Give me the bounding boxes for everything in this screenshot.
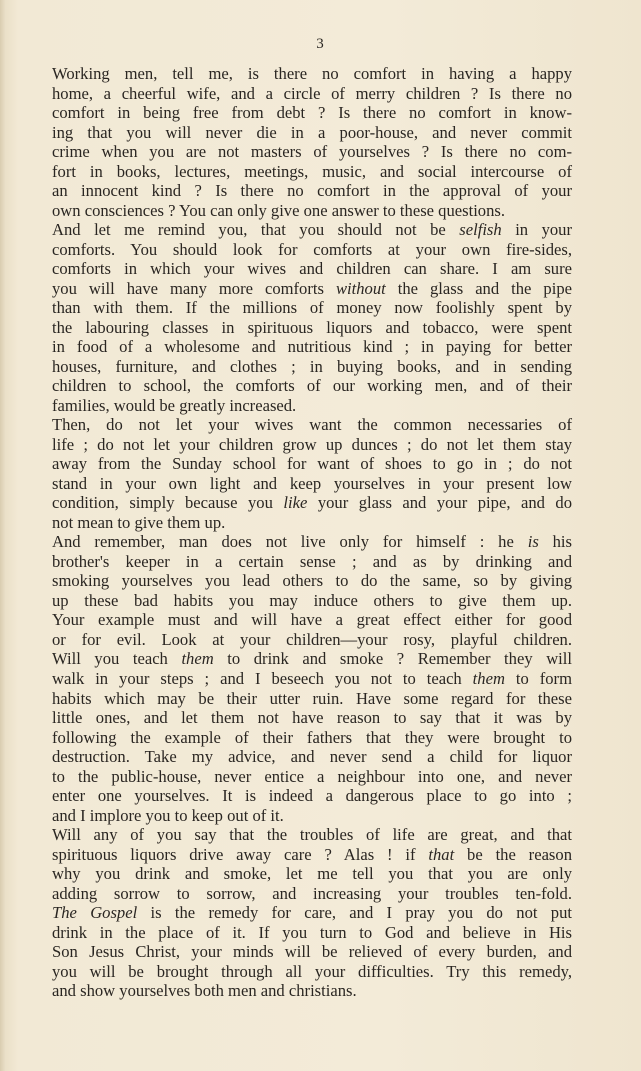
emphasis: selfish xyxy=(459,220,502,240)
emphasis: that xyxy=(428,844,455,864)
text-line: or for evil. Look at your children—your rosy, playful children. xyxy=(52,629,572,649)
text-line: comforts in which your wives and children can share. I am sure xyxy=(52,259,572,279)
emphasis: is xyxy=(527,532,539,552)
text-line: the labouring classes in spirituous liquors and tobacco, were spent xyxy=(52,317,572,337)
text-line: not mean to give them up. xyxy=(52,512,226,532)
text-line: fort in books, lectures, meetings, music, and social intercourse of xyxy=(52,161,572,181)
text-line: comforts. You should look for comforts at your own fire-sides, xyxy=(52,239,572,259)
text-line: And remember, man does not live only for himself : he is his xyxy=(52,532,573,552)
text-line: you will be brought through all your difficulties. Try this remedy, xyxy=(52,961,572,981)
text-line: and I implore you to keep out of it. xyxy=(52,805,284,825)
text-line: an innocent kind ? Is there no comfort in the approval of your xyxy=(52,181,572,201)
text-line: away from the Sunday school for want of shoes to go in ; do not xyxy=(52,454,572,474)
text-line: Working men, tell me, is there no comfort in having a happy xyxy=(52,64,572,83)
text-line: to the public-house, never entice a neighbour into one, and never xyxy=(52,766,572,786)
emphasis: The Gospel xyxy=(52,903,138,923)
emphasis: them xyxy=(472,668,505,688)
text-line: stand in your own light and keep yourselves in your present low xyxy=(52,473,572,493)
text-line: Will any of you say that the troubles of life are great, and that xyxy=(52,825,572,845)
page-number: 3 xyxy=(316,36,325,52)
text-line: enter one yourselves. It is indeed a dangerous place to go into ; xyxy=(52,786,572,806)
text-line: ing that you will never die in a poor-house, and never commit xyxy=(52,122,572,142)
text-line: families, would be greatly increased. xyxy=(52,395,297,415)
text-line: you will have many more comforts without the glass and the pipe xyxy=(52,278,572,298)
text-line: following the example of their fathers that they were brought to xyxy=(52,727,572,747)
text-line: crime when you are not masters of yourselves ? Is there no com- xyxy=(52,142,572,162)
text-line: walk in your steps ; and I beseech you not to teach them to form xyxy=(52,668,572,688)
text-line: and show yourselves both men and christians. xyxy=(52,981,357,1001)
text-line: And let me remind you, that you should not be selfish in your xyxy=(52,220,573,240)
text-line: up these bad habits you may induce others to give them up. xyxy=(52,590,572,610)
body-text xyxy=(52,64,572,1001)
text-line: The Gospel is the remedy for care, and I pray you do not put xyxy=(52,903,572,923)
text-line: condition, simply because you like your glass and your pipe, and do xyxy=(52,493,572,513)
text-line: little ones, and let them not have reason to say that it was by xyxy=(52,708,572,728)
text-line: why you drink and smoke, let me tell you that you are only xyxy=(52,864,572,884)
text-line: habits which may be their utter ruin. Have some regard for these xyxy=(52,688,572,708)
text-line: children to school, the comforts of our working men, and of their xyxy=(52,376,572,396)
text-line: drink in the place of it. If you turn to God and believe in His xyxy=(52,922,572,942)
text-line: than with them. If the millions of money now foolishly spent by xyxy=(52,298,572,318)
text-line: comfort in being free from debt ? Is there no comfort in know- xyxy=(52,103,572,123)
text-line: Your example must and will have a great effect either for good xyxy=(52,610,572,630)
emphasis: like xyxy=(283,493,308,513)
page-binding-edge xyxy=(0,0,6,1071)
text-line: life ; do not let your children grow up dunces ; do not let them stay xyxy=(52,434,572,454)
emphasis: without xyxy=(335,278,386,298)
text-line: Son Jesus Christ, your minds will be relieved of every burden, and xyxy=(52,942,572,962)
text-line: Will you teach them to drink and smoke ? Remember they will xyxy=(52,649,573,669)
text-line: adding sorrow to sorrow, and increasing your troubles ten-fold. xyxy=(52,883,572,903)
text-line: in food of a wholesome and nutritious kind ; in paying for better xyxy=(52,337,572,357)
text-line: spirituous liquors drive away care ? Alas ! if that be the reason xyxy=(52,844,572,864)
emphasis: them xyxy=(181,649,214,669)
text-line: houses, furniture, and clothes ; in buying books, and in sending xyxy=(52,356,572,376)
text-line: own consciences ? You can only give one answer to these questions. xyxy=(52,200,506,220)
text-line: smoking yourselves you lead others to do the same, so by giving xyxy=(52,571,572,591)
text-line: destruction. Take my advice, and never send a child for liquor xyxy=(52,747,572,767)
text-line: Then, do not let your wives want the common necessaries of xyxy=(52,415,572,435)
text-line: home, a cheerful wife, and a circle of merry children ? Is there no xyxy=(52,83,572,103)
text-line: brother's keeper in a certain sense ; and as by drinking and xyxy=(52,551,572,571)
